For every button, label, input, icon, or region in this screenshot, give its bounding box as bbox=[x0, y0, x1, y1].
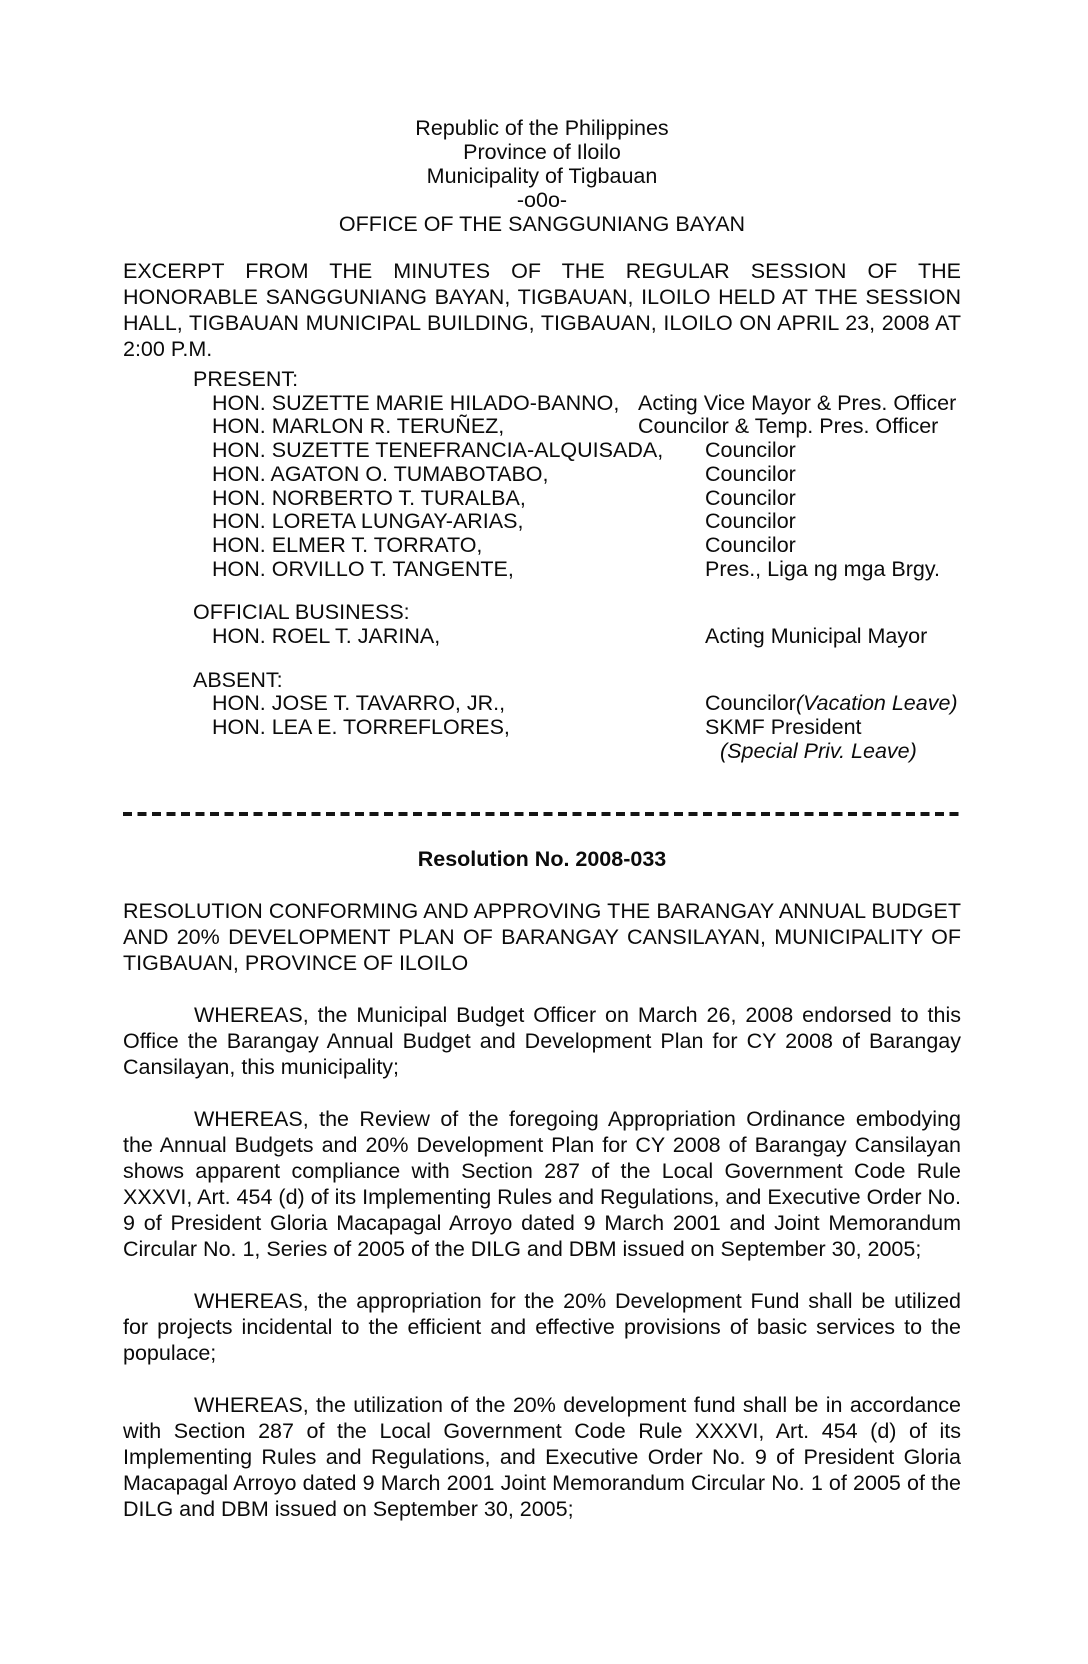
attendee-role-note: (Vacation Leave) bbox=[795, 691, 958, 716]
attendee-row bbox=[123, 463, 961, 487]
attendee-name: HON. ELMER T. TORRATO, bbox=[212, 532, 483, 557]
attendee-row bbox=[123, 625, 961, 649]
absent-section bbox=[123, 669, 961, 764]
absent-label: ABSENT: bbox=[193, 667, 283, 692]
attendee-role: Acting Vice Mayor & Pres. Officer bbox=[638, 390, 957, 415]
header-line-province: Province of Iloilo bbox=[463, 140, 621, 164]
attendee-row bbox=[123, 716, 961, 740]
whereas-paragraph-1: WHEREAS, the Municipal Budget Officer on March 26, 2008 endorsed to this Office the Barangay Annual Budget and Development Plan for CY 2008 of Barangay Cansilayan, this municipality; bbox=[123, 1002, 961, 1079]
present-label: PRESENT: bbox=[193, 367, 299, 391]
attendee-role: Councilor & Temp. Pres. Officer bbox=[638, 414, 939, 439]
attendee-role: Councilor bbox=[705, 532, 796, 557]
attendee-row bbox=[123, 487, 961, 511]
attendee-name: HON. MARLON R. TERUÑEZ, bbox=[212, 414, 505, 439]
header-ornament-o0o: -o0o- bbox=[516, 188, 568, 212]
attendee-role bbox=[705, 692, 958, 716]
attendee-role: Councilor bbox=[705, 461, 796, 486]
attendee-row bbox=[123, 692, 961, 716]
attendee-role bbox=[720, 740, 917, 764]
attendee-row bbox=[123, 558, 961, 582]
header-line-office: OFFICE OF THE SANGGUNIANG BAYAN bbox=[338, 212, 746, 236]
attendee-name: HON. AGATON O. TUMABOTABO, bbox=[212, 461, 549, 486]
attendee-name: HON. SUZETTE TENEFRANCIA-ALQUISADA, bbox=[212, 438, 664, 463]
resolution-number: Resolution No. 2008-033 bbox=[417, 846, 667, 871]
dashed-divider bbox=[123, 812, 961, 816]
attendee-row bbox=[123, 392, 961, 416]
whereas-paragraph-2: WHEREAS, the Review of the foregoing Appropriation Ordinance embodying the Annual Budgets and 20% Development Plan for CY 2008 of Barangay Cansilayan shows apparent compliance with Section 287 of the Local Government Code Rule XXXVI, Art. 454 (d) of its Implementing Rules and Regulations, and Executive Order No. 9 of President Gloria Macapagal Arroyo dated 9 March 2001 and Joint Memorandum Circular No. 1, Series of 2005 of the DILG and DBM issued on September 30, 2005; bbox=[123, 1106, 961, 1261]
attendee-role: Councilor bbox=[705, 485, 796, 510]
official-business-label: OFFICIAL BUSINESS: bbox=[193, 600, 410, 625]
attendee-role bbox=[705, 716, 862, 740]
attendee-name: HON. ROEL T. JARINA, bbox=[212, 624, 441, 649]
attendee-name: HON. ORVILLO T. TANGENTE, bbox=[212, 556, 514, 581]
attendee-row bbox=[123, 439, 961, 463]
resolution-title: RESOLUTION CONFORMING AND APPROVING THE BARANGAY ANNUAL BUDGET AND 20% DEVELOPMENT PLAN OF BARANGAY CANSILAYAN, MUNICIPALITY OF TIGBAUAN, PROVINCE OF ILOILO bbox=[123, 898, 961, 975]
header-line-municipality: Municipality of Tigbauan bbox=[426, 164, 658, 188]
attendee-role: Acting Municipal Mayor bbox=[705, 624, 928, 649]
attendee-name: HON. NORBERTO T. TURALBA, bbox=[212, 485, 526, 510]
attendee-role: Councilor bbox=[705, 438, 796, 463]
present-section bbox=[123, 368, 961, 581]
attendee-role-plain: Councilor bbox=[705, 691, 796, 716]
attendee-row bbox=[123, 510, 961, 534]
attendee-name: HON. LEA E. TORREFLORES, bbox=[212, 715, 510, 740]
attendee-row bbox=[123, 415, 961, 439]
attendee-role: Pres., Liga ng mga Brgy. bbox=[705, 556, 941, 581]
attendee-role-note: (Special Priv. Leave) bbox=[720, 738, 917, 763]
official-business-section bbox=[123, 601, 961, 648]
attendee-name: HON. JOSE T. TAVARRO, JR., bbox=[212, 691, 506, 716]
attendee-row bbox=[123, 740, 961, 764]
header-line-republic: Republic of the Philippines bbox=[415, 116, 669, 140]
attendee-row bbox=[123, 534, 961, 558]
document-header bbox=[123, 116, 961, 236]
whereas-paragraph-4: WHEREAS, the utilization of the 20% development fund shall be in accordance with Section 287 of the Local Government Code Rule XXXVI, Art. 454 (d) of its Implementing Rules and Regulations, and Executive Order No. 9 of President Gloria Macapagal Arroyo dated 9 March 2001 Joint Memorandum Circular No. 1 of 2005 of the DILG and DBM issued on September 30, 2005; bbox=[123, 1392, 961, 1521]
whereas-paragraph-3: WHEREAS, the appropriation for the 20% Development Fund shall be utilized for projects incidental to the efficient and effective provisions of basic services to the populace; bbox=[123, 1288, 961, 1365]
excerpt-paragraph: EXCERPT FROM THE MINUTES OF THE REGULAR SESSION OF THE HONORABLE SANGGUNIANG BAYAN, TIGBAUAN, ILOILO HELD AT THE SESSION HALL, TIGBAUAN MUNICIPAL BUILDING, TIGBAUAN, ILOILO ON APRIL 23, 2008 AT 2:00 P.M. bbox=[123, 259, 961, 361]
attendee-role-plain: SKMF President bbox=[705, 715, 862, 740]
attendee-name: HON. LORETA LUNGAY-ARIAS, bbox=[212, 509, 524, 534]
attendee-role: Councilor bbox=[705, 509, 796, 534]
attendee-name: HON. SUZETTE MARIE HILADO-BANNO, bbox=[212, 390, 620, 415]
